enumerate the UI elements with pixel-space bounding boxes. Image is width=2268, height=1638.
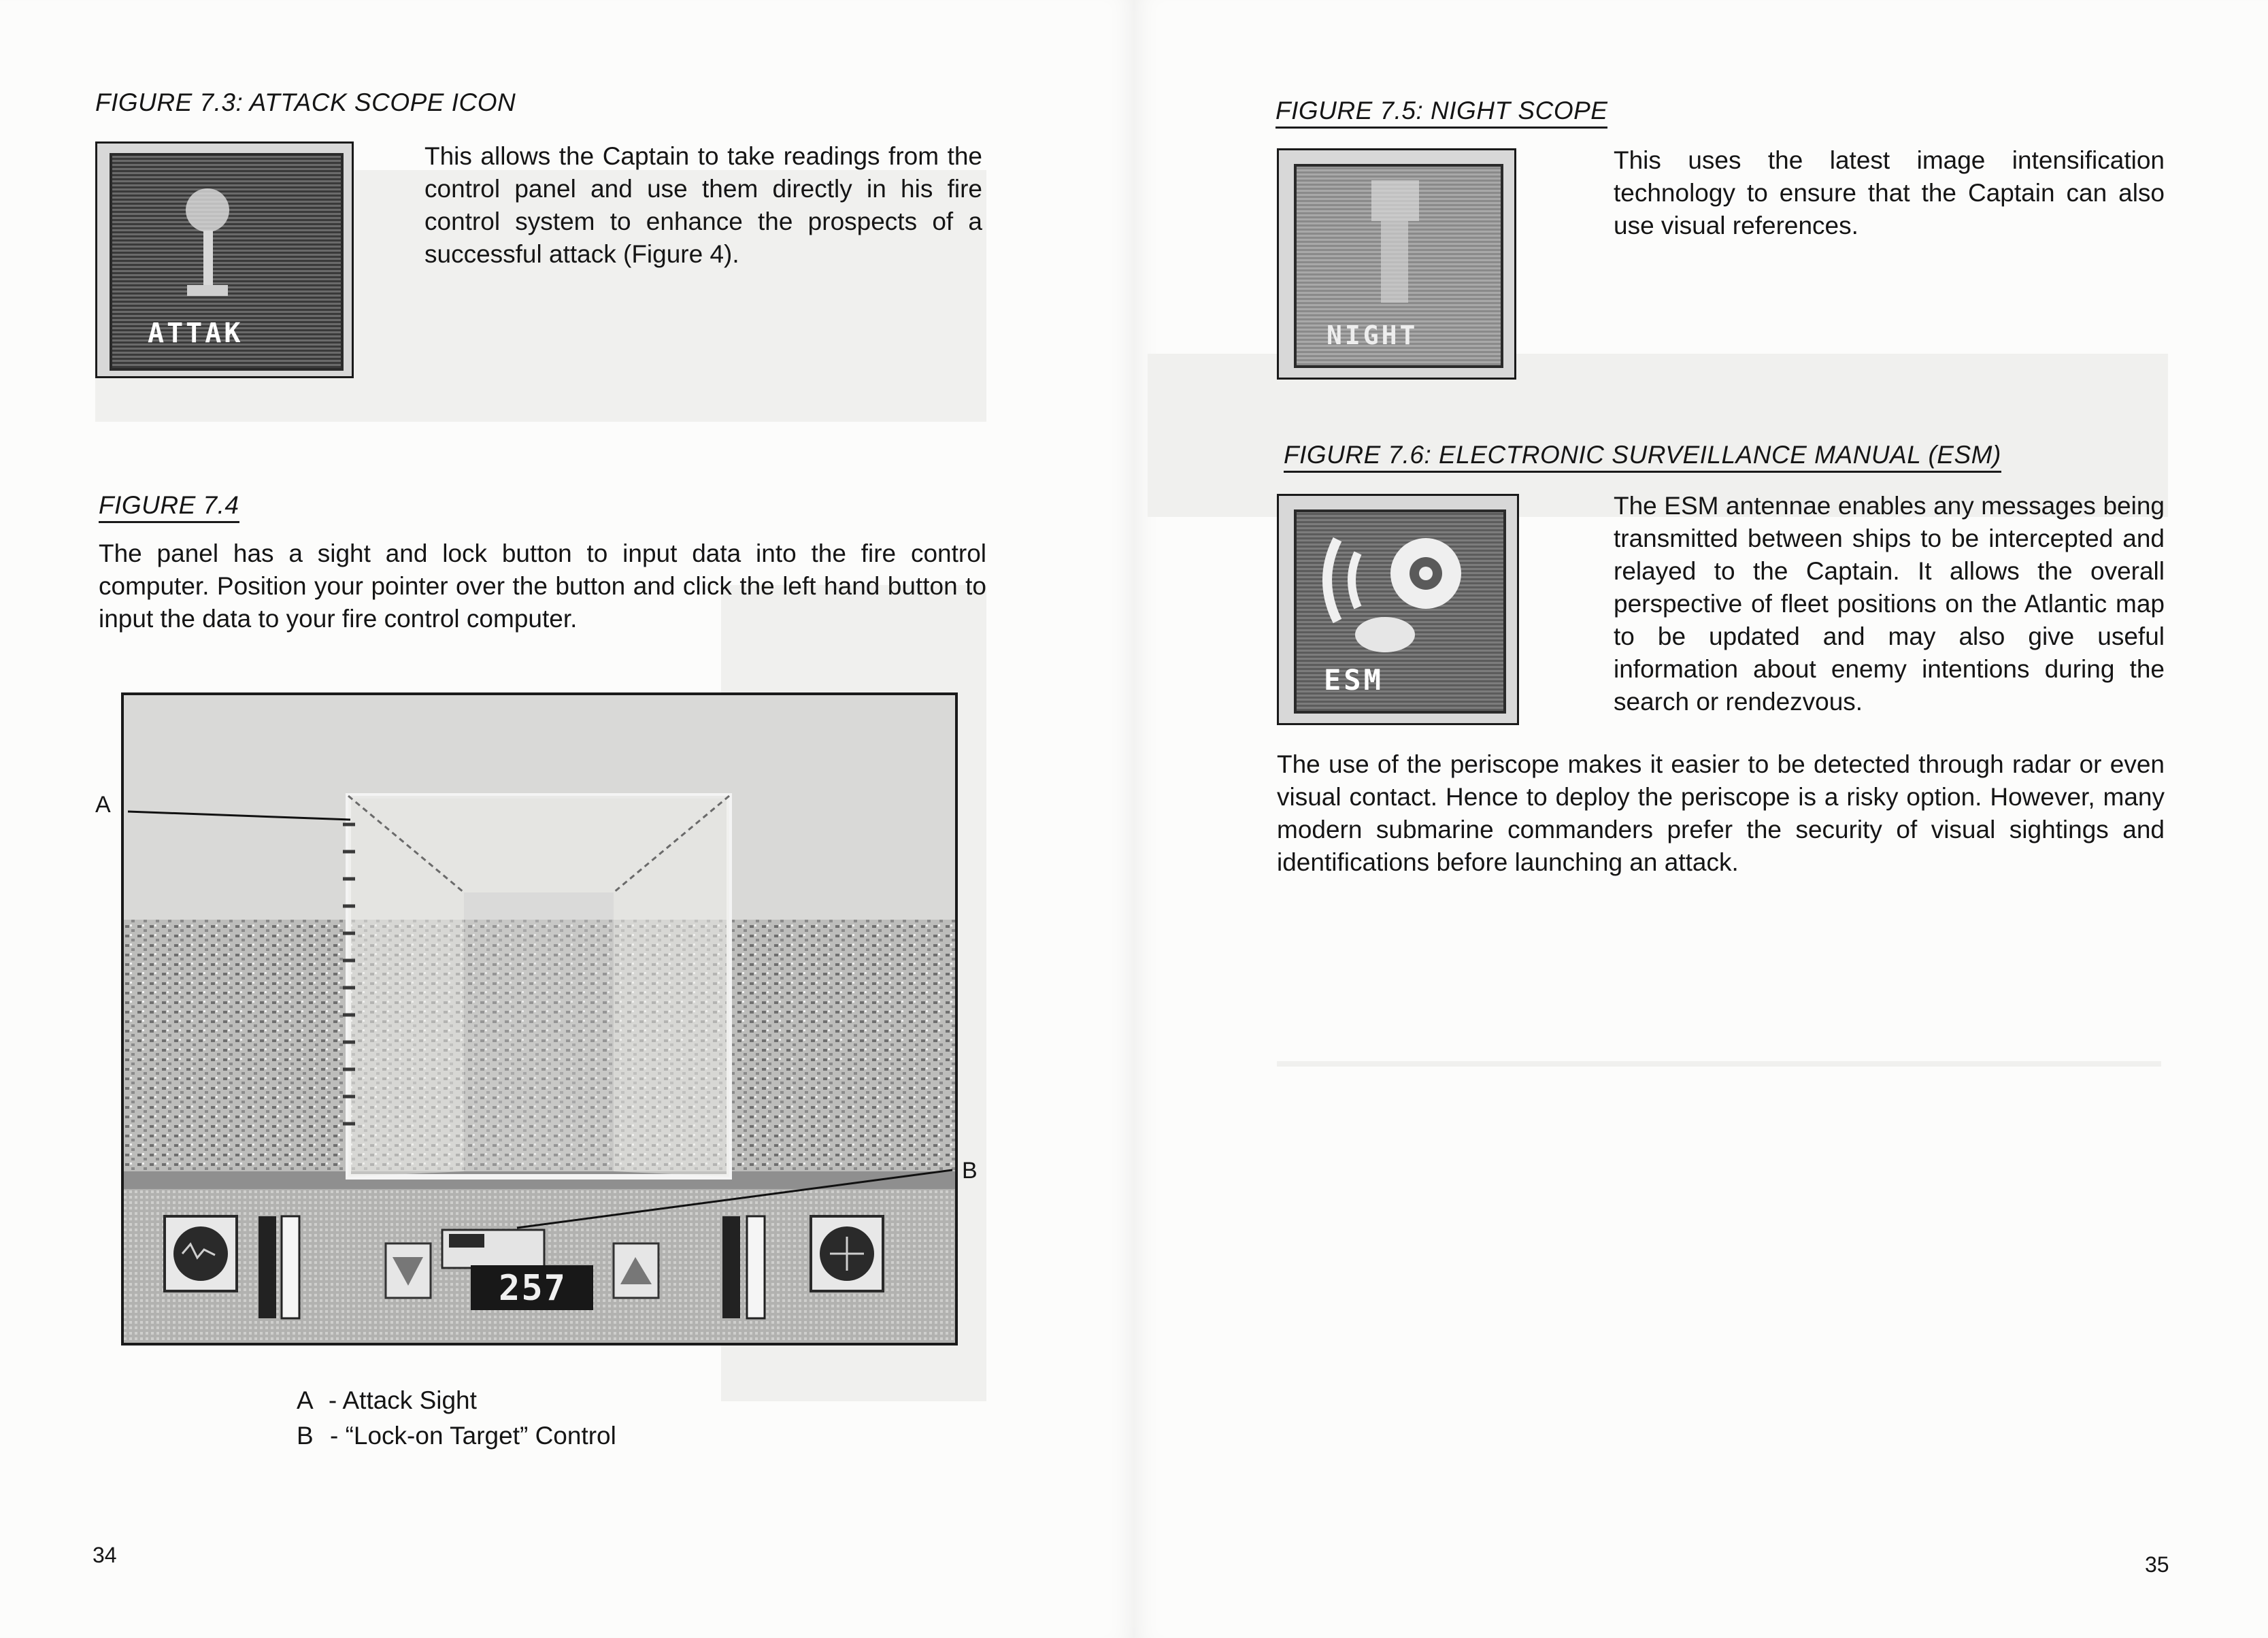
page-number-right: 35 xyxy=(2145,1552,2169,1577)
figure-7-6-title: FIGURE 7.6: ELECTRONIC SURVEILLANCE MANUAL (ESM) xyxy=(1284,441,2001,473)
legend-key: A xyxy=(297,1386,312,1414)
right-page xyxy=(1134,0,2268,1638)
figure-7-6-text: The ESM antennae enables any messages being transmitted between ships to be intercepted and relayed to the Captain. It allows the overall perspective of fleet positions on the Atlantic map to be updated and may also give useful information about enemy intentions during the search or rendezvous. xyxy=(1614,492,2165,716)
periscope-view xyxy=(124,695,955,1343)
bearing-readout: 257 xyxy=(499,1268,567,1309)
figure-7-3-text: This allows the Captain to take readings from the control panel and use them directly in his fire control system to enhance the prospects of a successful attack (Figure 4). xyxy=(424,142,982,268)
show-through-rule xyxy=(1277,1061,2161,1067)
figure-7-5-text: This uses the latest image intensification technology to ensure that the Captain can also use visual references. xyxy=(1614,146,2165,239)
night-icon-label: NIGHT xyxy=(1327,320,1418,350)
figure-7-4-title: FIGURE 7.4 xyxy=(99,491,239,523)
esm-icon xyxy=(1277,494,1519,725)
periscope-risk-paragraph: The use of the periscope makes it easier to be detected through radar or even visual contact. Hence to deploy the periscope is a risky option. However, many modern submarine commanders prefer the security of visual sightings and identifications before launching an attack. xyxy=(1277,750,2165,876)
page-number-left: 34 xyxy=(93,1543,117,1567)
night-scope-icon xyxy=(1277,148,1516,380)
legend-desc: - Attack Sight xyxy=(328,1386,477,1414)
esm-icon-label: ESM xyxy=(1324,663,1384,697)
callout-a: A xyxy=(95,792,111,818)
attack-icon-label: ATTAK xyxy=(148,318,244,349)
figure-7-4-text: The panel has a sight and lock button to input data into the fire control computer. Position your pointer over the button and click the left hand button to input the data to your fire control computer. xyxy=(99,539,986,633)
attack-scope-icon xyxy=(95,141,354,378)
legend-item-a xyxy=(297,1384,477,1418)
figure-7-3-title: FIGURE 7.3: ATTACK SCOPE ICON xyxy=(95,88,516,116)
legend-key: B xyxy=(297,1422,314,1450)
legend-item-b xyxy=(297,1419,616,1453)
callout-b: B xyxy=(962,1158,978,1184)
figure-7-5-title: FIGURE 7.5: NIGHT SCOPE xyxy=(1275,97,1607,129)
legend-desc: - “Lock-on Target” Control xyxy=(329,1422,616,1450)
attack-scope-screen xyxy=(121,692,958,1346)
